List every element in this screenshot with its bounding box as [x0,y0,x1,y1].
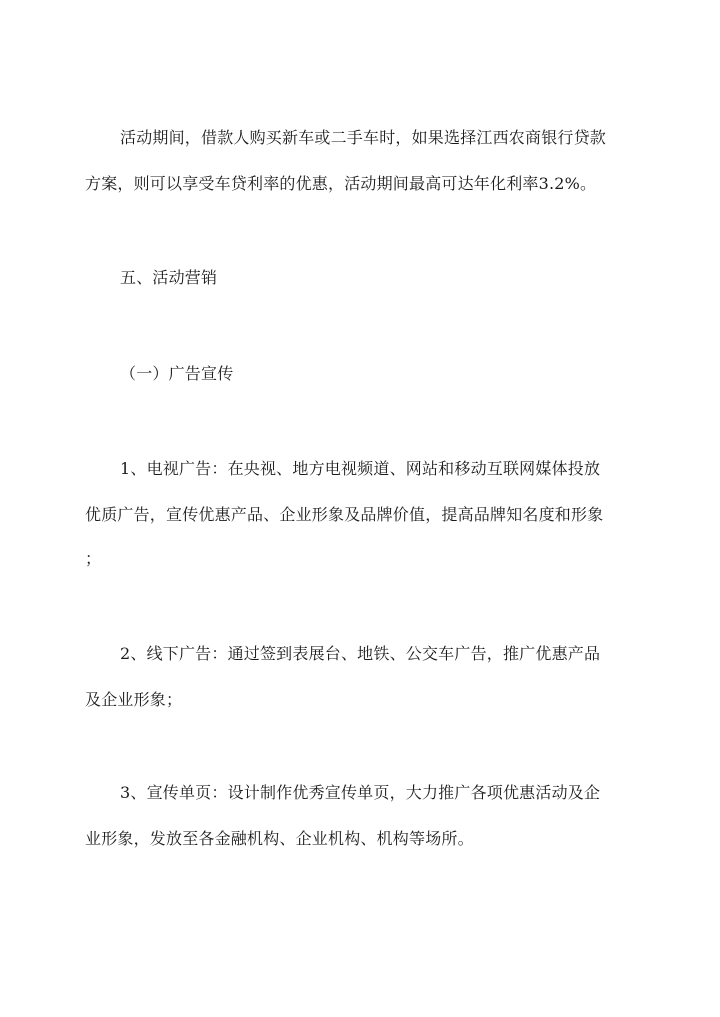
item-tv-ads-line-2: 优质广告，宣传优惠产品、企业形象及品牌价值，提高品牌知名度和形象 [85,505,604,524]
item-offline-ads-line-1: 2、线下广告：通过签到表展台、地铁、公交车广告，推广优惠产品 [120,644,601,663]
subsection-heading-advertising: （一）广告宣传 [120,364,234,383]
item-flyers-line-2: 业形象，发放至各金融机构、企业机构、机构等场所。 [85,829,474,848]
section-heading-marketing: 五、活动营销 [120,268,218,287]
item-flyers-line-1: 3、宣传单页：设计制作优秀宣传单页，大力推广各项优惠活动及企 [120,783,601,802]
paragraph-promo-line-2: 方案，则可以享受车贷利率的优惠，活动期间最高可达年化利率3.2%。 [85,174,597,193]
item-tv-ads-line-1: 1、电视广告：在央视、地方电视频道、网站和移动互联网媒体投放 [120,459,601,478]
item-tv-ads-line-3: ； [85,549,102,568]
paragraph-promo-line-1: 活动期间，借款人购买新车或二手车时，如果选择江西农商银行贷款 [120,128,607,147]
item-offline-ads-line-2: 及企业形象； [85,690,183,709]
